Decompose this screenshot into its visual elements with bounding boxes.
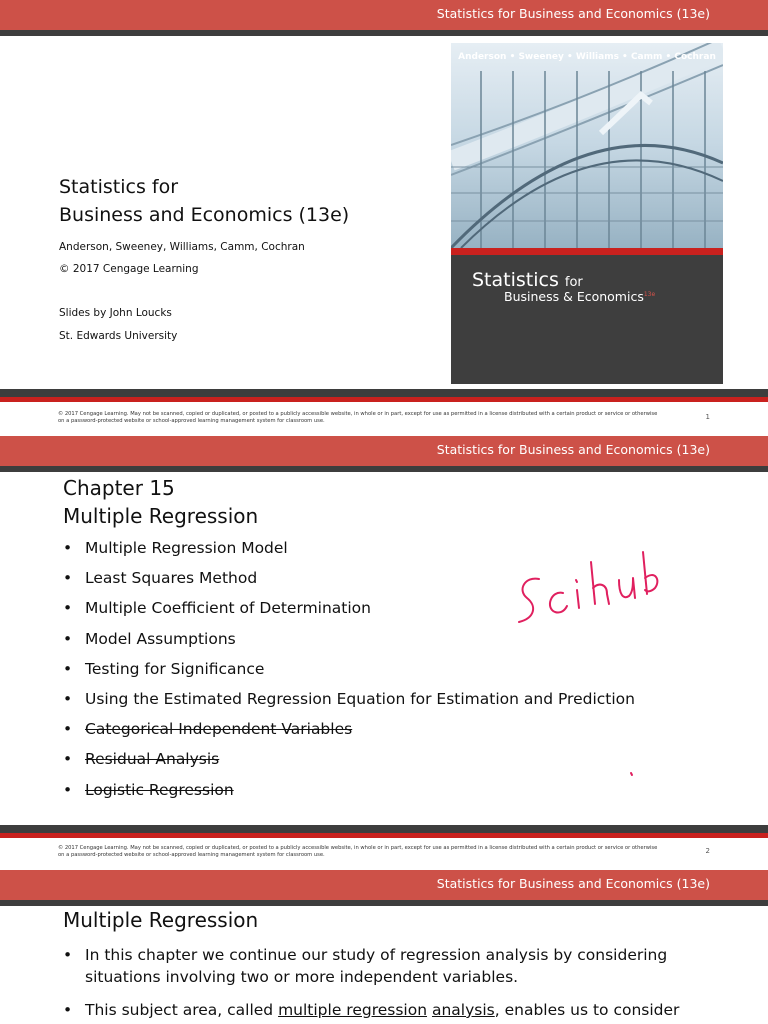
header-title: Statistics for Business and Economics (13e) [436,876,710,891]
copyright-notice: © 2017 Cengage Learning. May not be scanned, copied or duplicated, or posted to a publicly accessible website, in whole or in part, except for use as permitted in a license distributed with a certain product or service or otherwise on a password-protected website or school-approved learning management system for classroom use. [58,845,658,858]
slide-3 [0,870,768,1024]
list-item-struck: • Logistic Regression [63,780,234,799]
content-list [63,944,723,1024]
header-bar [0,870,768,900]
list-item: • Multiple Regression Model [63,539,288,557]
header-bar [0,0,768,30]
authors-text: Anderson, Sweeney, Williams, Camm, Cochran [59,241,305,253]
title-line-1: Statistics for [59,176,179,198]
header-title: Statistics for Business and Economics (13e) [436,6,710,21]
bullet-icon: • [63,629,73,648]
header-divider [0,900,768,906]
handwritten-scribble [505,546,675,786]
slide-title [59,173,349,229]
bullet-icon: • [63,569,73,588]
list-item: • Least Squares Method [63,569,258,588]
list-item-struck: • Categorical Independent Variables [63,720,353,739]
header-title: Statistics for Business and Economics (13e) [436,442,710,457]
cover-title-main: Statistics [472,269,559,291]
list-item: • Testing for Significance [63,659,265,678]
bullet-icon: • [63,750,73,769]
publisher-text: © 2017 Cengage Learning [59,263,199,275]
footer-red-bar [0,833,768,838]
list-item: • This subject area, called multiple regression analysis, enables us to consider [63,1001,680,1019]
cover-red-stripe [451,248,723,255]
bullet-icon: • [63,689,73,708]
chapter-title: Multiple Regression [63,504,259,528]
slide-2 [0,436,768,870]
cover-title-for: for [564,275,583,290]
bullet-icon: • [63,720,73,739]
footer-red-bar [0,397,768,402]
slides-by-text: Slides by John Loucks [59,307,172,319]
header-divider [0,466,768,472]
university-text: St. Edwards University [59,330,178,342]
bullet-icon: • [63,539,73,557]
header-bar [0,436,768,466]
list-item: • In this chapter we continue our study of regression analysis by considering situations involving two or more independent variables. [63,946,668,986]
page-number: 2 [705,847,710,855]
chapter-number: Chapter 15 [63,476,175,500]
cover-subtitle-text: Business & Economics [504,289,644,304]
cover-edition: 13e [643,290,656,298]
architecture-image [451,43,723,248]
slide-title: Multiple Regression [63,908,259,932]
header-divider [0,30,768,36]
cover-subtitle [504,289,655,304]
list-item: • Using the Estimated Regression Equation for Estimation and Prediction [63,689,635,708]
book-cover [451,43,723,384]
term-analysis: analysis [431,1001,495,1019]
list-item: • Multiple Coefficient of Determination [63,599,371,618]
bullet-icon: • [63,599,73,618]
copyright-notice: © 2017 Cengage Learning. May not be scanned, copied or duplicated, or posted to a publicly accessible website, in whole or in part, except for use as permitted in a license distributed with a certain product or service or otherwise on a password-protected website or school-approved learning management system for classroom use. [58,411,658,424]
footer-dark-bar [0,389,768,397]
page-number: 1 [705,413,710,421]
bullet-icon: • [63,780,73,799]
chapter-heading [63,474,258,530]
term-multiple-regression: multiple regression [278,1001,428,1019]
cover-title [472,269,583,291]
cover-photo [451,43,723,248]
bullet-icon: • [63,659,73,678]
list-item-struck: • Residual Analysis [63,750,220,769]
title-line-2: Business and Economics (13e) [59,204,350,226]
footer-dark-bar [0,825,768,833]
cover-authors: Anderson • Sweeney • Williams • Camm • Cochran [458,52,716,62]
bullet-icon: • [63,1001,73,1019]
slide-1 [0,0,768,436]
list-item: • Model Assumptions [63,629,236,648]
bullet-icon: • [63,946,73,964]
